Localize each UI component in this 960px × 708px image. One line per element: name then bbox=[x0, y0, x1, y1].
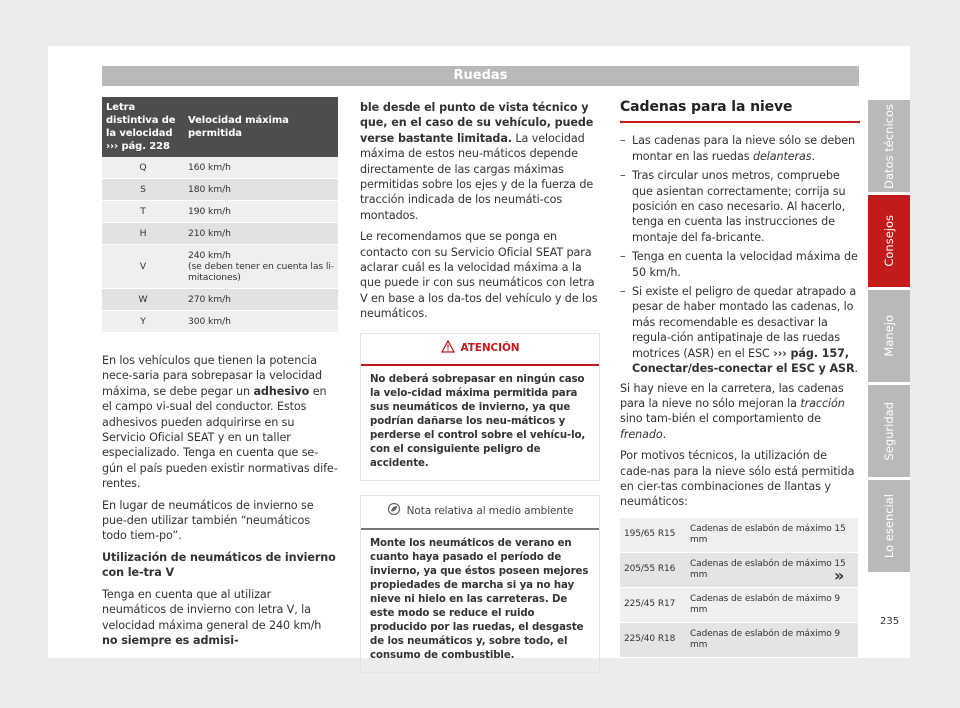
paragraph: Tenga en cuenta que al utilizar neumáticos de invierno con letra V, la velocidad máxima general de 240 km/h no siempre es admisi- bbox=[102, 587, 322, 647]
table-row bbox=[620, 518, 858, 553]
table-header: Letra distintiva de la velocidad ››› pág. 228 bbox=[102, 97, 184, 157]
table-row bbox=[102, 179, 338, 201]
table-row bbox=[102, 223, 338, 245]
table-row bbox=[102, 311, 338, 333]
tab-consejos[interactable]: Consejos bbox=[868, 195, 910, 287]
environment-note-box bbox=[360, 495, 600, 672]
table-cell: 300 km/h bbox=[184, 311, 338, 333]
tab-manejo[interactable]: Manejo bbox=[868, 290, 910, 382]
page-number: 235 bbox=[880, 616, 900, 627]
warning-text: No deberá sobrepasar en ningún caso la velo-cidad máxima permitida para sus neumáticos de invierno, ya que podrían dañarse los neu-máticos y perderse el control sobre el vehícu-lo, con el consiguiente peligro de accidente. bbox=[370, 374, 586, 470]
table-row bbox=[620, 552, 858, 587]
warning-box bbox=[360, 333, 600, 481]
warning-icon bbox=[441, 340, 455, 358]
environment-note-title: Nota relativa al medio ambiente bbox=[406, 505, 574, 518]
table-cell: Q bbox=[102, 157, 184, 179]
list-item: – Tenga en cuenta la velocidad máxima de 50 km/h. bbox=[620, 249, 860, 280]
chapter-tabs bbox=[868, 100, 910, 575]
paragraph: En lugar de neumáticos de invierno se pue-den utilizar también “neumáticos todo tiem-po”. bbox=[102, 498, 314, 543]
continue-arrow-icon[interactable]: » bbox=[834, 566, 845, 585]
table-cell: 270 km/h bbox=[184, 289, 338, 311]
environment-note-text: Monte los neumáticos de verano en cuanto haya pasado el período de invierno, ya que éstos poseen mejores propiedades de marcha si ya no hay nieve ni hielo en las carreteras. De este modo se reduce el ruido producido por las ruedas, el desgaste de los neumáticos y, sobre todo, el consumo de combustible. bbox=[370, 537, 589, 661]
table-cell: 190 km/h bbox=[184, 201, 338, 223]
paragraph: ble desde el punto de vista técnico y que, en el caso de su vehículo, puede verse bastante limitada. La velocidad máxima de estos neu-máticos depende directamente de las cargas máximas permitidas sobre los ejes y de la fuerza de tracción indicada de los neumáti-cos montados. bbox=[360, 101, 594, 222]
paragraph: Le recomendamos que se ponga en contacto con su Servicio Oficial SEAT para aclarar cuál es la velocidad máxima a la que puede ir con sus neumáticos con letra V en base a los da-tos del vehículo y de los neumáticos. bbox=[360, 230, 598, 321]
table-cell: 160 km/h bbox=[184, 157, 338, 179]
table-cell: 180 km/h bbox=[184, 179, 338, 201]
table-row bbox=[102, 245, 338, 289]
table-cell: Cadenas de eslabón de máximo 15 mm bbox=[686, 518, 858, 553]
table-cell: T bbox=[102, 201, 184, 223]
table-header: Velocidad máxima permitida bbox=[184, 97, 338, 157]
table-cell: 225/40 R18 bbox=[620, 622, 686, 657]
table-cell: Y bbox=[102, 311, 184, 333]
tab-datos-tecnicos[interactable]: Datos técnicos bbox=[868, 100, 910, 192]
table-header-row bbox=[102, 97, 338, 157]
table-cell: 195/65 R15 bbox=[620, 518, 686, 553]
table-cell: Cadenas de eslabón de máximo 15 mm bbox=[686, 552, 858, 587]
table-cell: H bbox=[102, 223, 184, 245]
chains-table bbox=[620, 518, 858, 658]
table-cell: S bbox=[102, 179, 184, 201]
table-cell: V bbox=[102, 245, 184, 289]
section-title: Cadenas para la nieve bbox=[620, 100, 860, 123]
environment-note-header bbox=[361, 496, 599, 529]
table-row bbox=[620, 622, 858, 657]
warning-title: ATENCIÓN bbox=[460, 342, 520, 355]
paragraph: En los vehículos que tienen la potencia nece-saria para sobrepasar la velocidad máxima, se debe pegar un adhesivo en el campo vi-sual del conductor. Estos adhesivos pueden adquirirse en su Servicio Oficial SEAT y en un taller especializado. Tenga en cuenta que se-gún el país pueden existir normativas dife-rentes. bbox=[102, 354, 338, 491]
list-item: – Tras circular unos metros, compruebe que asientan correctamente; corrija su posición en caso necesario. Al hacerlo, tenga en cuenta las instrucciones de montaje del fa-bricante. bbox=[620, 168, 860, 245]
table-cell: 225/45 R17 bbox=[620, 587, 686, 622]
paragraph: Si hay nieve en la carretera, las cadenas para la nieve no sólo mejoran la tracción sino tam-bién el comportamiento de frenado. bbox=[620, 381, 845, 441]
table-cell: W bbox=[102, 289, 184, 311]
table-row bbox=[102, 289, 338, 311]
column-right bbox=[620, 100, 860, 658]
table-row bbox=[620, 587, 858, 622]
subheading: Utilización de neumáticos de invierno con le-tra V bbox=[102, 550, 336, 580]
table-cell: Cadenas de eslabón de máximo 9 mm bbox=[686, 622, 858, 657]
table-cell: Cadenas de eslabón de máximo 9 mm bbox=[686, 587, 858, 622]
warning-header bbox=[361, 334, 599, 366]
tab-lo-esencial[interactable]: Lo esencial bbox=[868, 480, 910, 572]
paragraph: Por motivos técnicos, la utilización de cade-nas para la nieve sólo está permitida en cier-tas combinaciones de llantas y neumáticos: bbox=[620, 449, 855, 509]
page-header: Ruedas bbox=[102, 66, 859, 86]
list-item: – Las cadenas para la nieve sólo se deben montar en las ruedas delanteras. bbox=[620, 133, 860, 164]
column-left bbox=[102, 97, 338, 654]
speed-table bbox=[102, 97, 338, 333]
table-row bbox=[102, 157, 338, 179]
column-middle bbox=[360, 100, 600, 673]
table-row bbox=[102, 201, 338, 223]
cross-reference-link[interactable]: ››› pág. 157, Conectar/des-conectar el ESC y ASR bbox=[632, 346, 855, 376]
table-cell: 210 km/h bbox=[184, 223, 338, 245]
tab-seguridad[interactable]: Seguridad bbox=[868, 385, 910, 477]
table-cell: 240 km/h (se deben tener en cuenta las li- mitaciones) bbox=[184, 245, 338, 289]
leaf-icon bbox=[387, 502, 401, 521]
list-item: – Si existe el peligro de quedar atrapado a pesar de haber montado las cadenas, lo más recomendable es desactivar la regula-ción antipatinaje de las ruedas motrices (ASR) en el ESC ››› pág. 157, Conectar/des-conectar el ESC y ASR. bbox=[620, 284, 860, 376]
table-cell: 205/55 R16 bbox=[620, 552, 686, 587]
bullet-list bbox=[620, 133, 860, 376]
